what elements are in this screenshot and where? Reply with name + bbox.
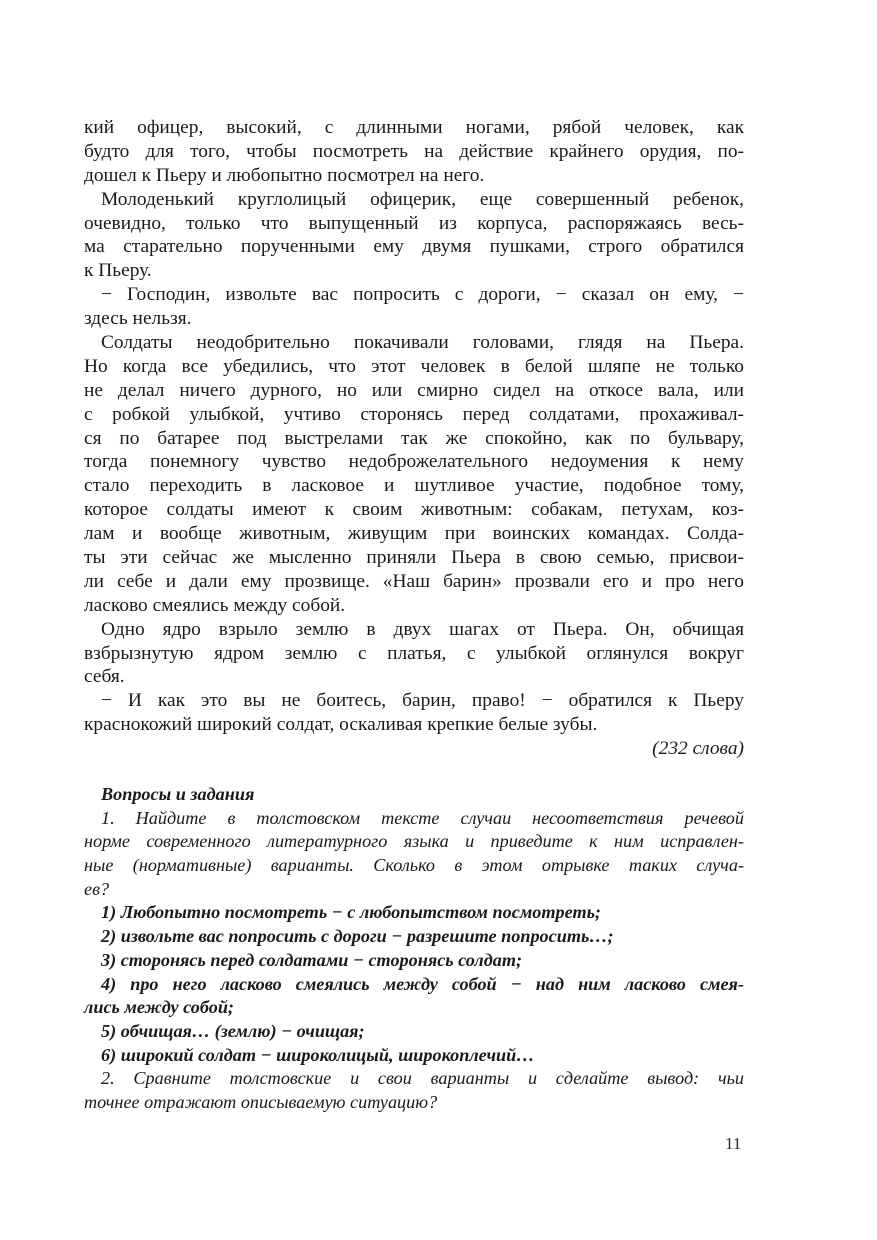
answer-item: 1) Любопытно посмотреть − с любопытством посмотреть;	[101, 902, 601, 923]
text-line: очевидно, только что выпущенный из корпуса, распоряжаясь весь-	[84, 212, 744, 234]
paragraph-2	[84, 188, 744, 284]
questions-section	[84, 783, 744, 1115]
answer-item: 4) про него ласково смеялись между собой − над ним ласково смея-	[101, 973, 744, 994]
answer-item: 2) извольте вас попросить с дороги − разрешите попросить…;	[101, 926, 614, 947]
question-line: норме современного литературного языка и приведите к ним исправлен-	[84, 831, 744, 852]
text-line: тогда понемногу чувство недоброжелательного недоумения к нему	[84, 451, 744, 473]
text-line: − И как это вы не боитесь, барин, право! − обратился к Пьеру	[101, 690, 744, 712]
text-line: ласково смеялись между собой.	[84, 594, 346, 616]
answer-item: 6) широкий солдат − широколицый, широкоплечий…	[101, 1044, 535, 1065]
question-line: ев?	[84, 878, 110, 899]
answer-list	[84, 901, 744, 1067]
answer-item-continuation: лись между собой;	[84, 997, 234, 1018]
section-gap	[84, 761, 744, 783]
page-content	[84, 116, 744, 1115]
text-line: кий офицер, высокий, с длинными ногами, рябой человек, как	[84, 117, 744, 138]
text-line: не делал ничего дурного, но или смирно сидел на откосе вала, или	[84, 379, 744, 401]
text-line: взбрызнутую ядром землю с платья, с улыбкой оглянулся вокруг	[84, 642, 744, 664]
answer-item: 3) сторонясь перед солдатами − сторонясь солдат;	[101, 949, 523, 970]
text-line: себя.	[84, 666, 125, 688]
question-1	[84, 807, 744, 902]
text-line: Одно ядро взрыло землю в двух шагах от Пьера. Он, обчищая	[101, 618, 744, 640]
page-number: 11	[725, 1134, 742, 1153]
question-line: 1. Найдите в толстовском тексте случаи несоответствия речевой	[101, 807, 744, 828]
paragraph-5	[84, 618, 744, 690]
text-line: которое солдаты имеют к своим животным: собакам, петухам, коз-	[84, 499, 744, 521]
question-line: ные (нормативные) варианты. Сколько в этом отрывке таких случа-	[84, 855, 744, 876]
text-line: стало переходить в ласковое и шутливое участие, подобное тому,	[84, 475, 744, 497]
word-count: (232 слова)	[652, 738, 744, 760]
text-line: Но когда все убедились, что этот человек в белой шляпе не только	[84, 355, 744, 377]
text-line: дошел к Пьеру и любопытно посмотрел на него.	[84, 164, 485, 186]
text-line: лам и вообще животным, живущим при воинских командах. Солда-	[84, 523, 744, 545]
text-line: ты эти сейчас же мысленно приняли Пьера в свою семью, присвои-	[84, 547, 744, 569]
text-line: здесь нельзя.	[84, 308, 192, 330]
text-line: к Пьеру.	[84, 260, 152, 282]
paragraph-1	[84, 116, 744, 188]
question-line: 2. Сравните толстовские и свои варианты и сделайте вывод: чьи	[101, 1068, 744, 1089]
text-line: с робкой улыбкой, учтиво сторонясь перед солдатами, прохаживал-	[84, 403, 744, 425]
text-line: ся по батарее под выстрелами так же спокойно, как по бульвару,	[84, 427, 744, 449]
text-line: − Господин, извольте вас попросить с дороги, − сказал он ему, −	[101, 284, 744, 306]
text-line: Солдаты неодобрительно покачивали головами, глядя на Пьера.	[101, 332, 744, 354]
questions-heading: Вопросы и задания	[101, 784, 255, 805]
text-line: краснокожий широкий солдат, оскаливая крепкие белые зубы.	[84, 714, 598, 736]
text-line: ма старательно порученными ему двумя пушками, строго обратился	[84, 236, 744, 258]
paragraph-3	[84, 283, 744, 331]
text-line: будто для того, чтобы посмотреть на действие крайнего орудия, по-	[84, 140, 744, 162]
paragraph-6	[84, 689, 744, 737]
answer-item: 5) обчищая… (землю) − очищая;	[101, 1020, 365, 1041]
question-2	[84, 1067, 744, 1114]
question-line: точнее отражают описываемую ситуацию?	[84, 1091, 438, 1112]
paragraph-4	[84, 331, 744, 618]
text-line: Молоденький круглолицый офицерик, еще совершенный ребенок,	[101, 188, 744, 210]
text-line: ли себе и дали ему прозвище. «Наш барин» прозвали его и про него	[84, 570, 744, 592]
